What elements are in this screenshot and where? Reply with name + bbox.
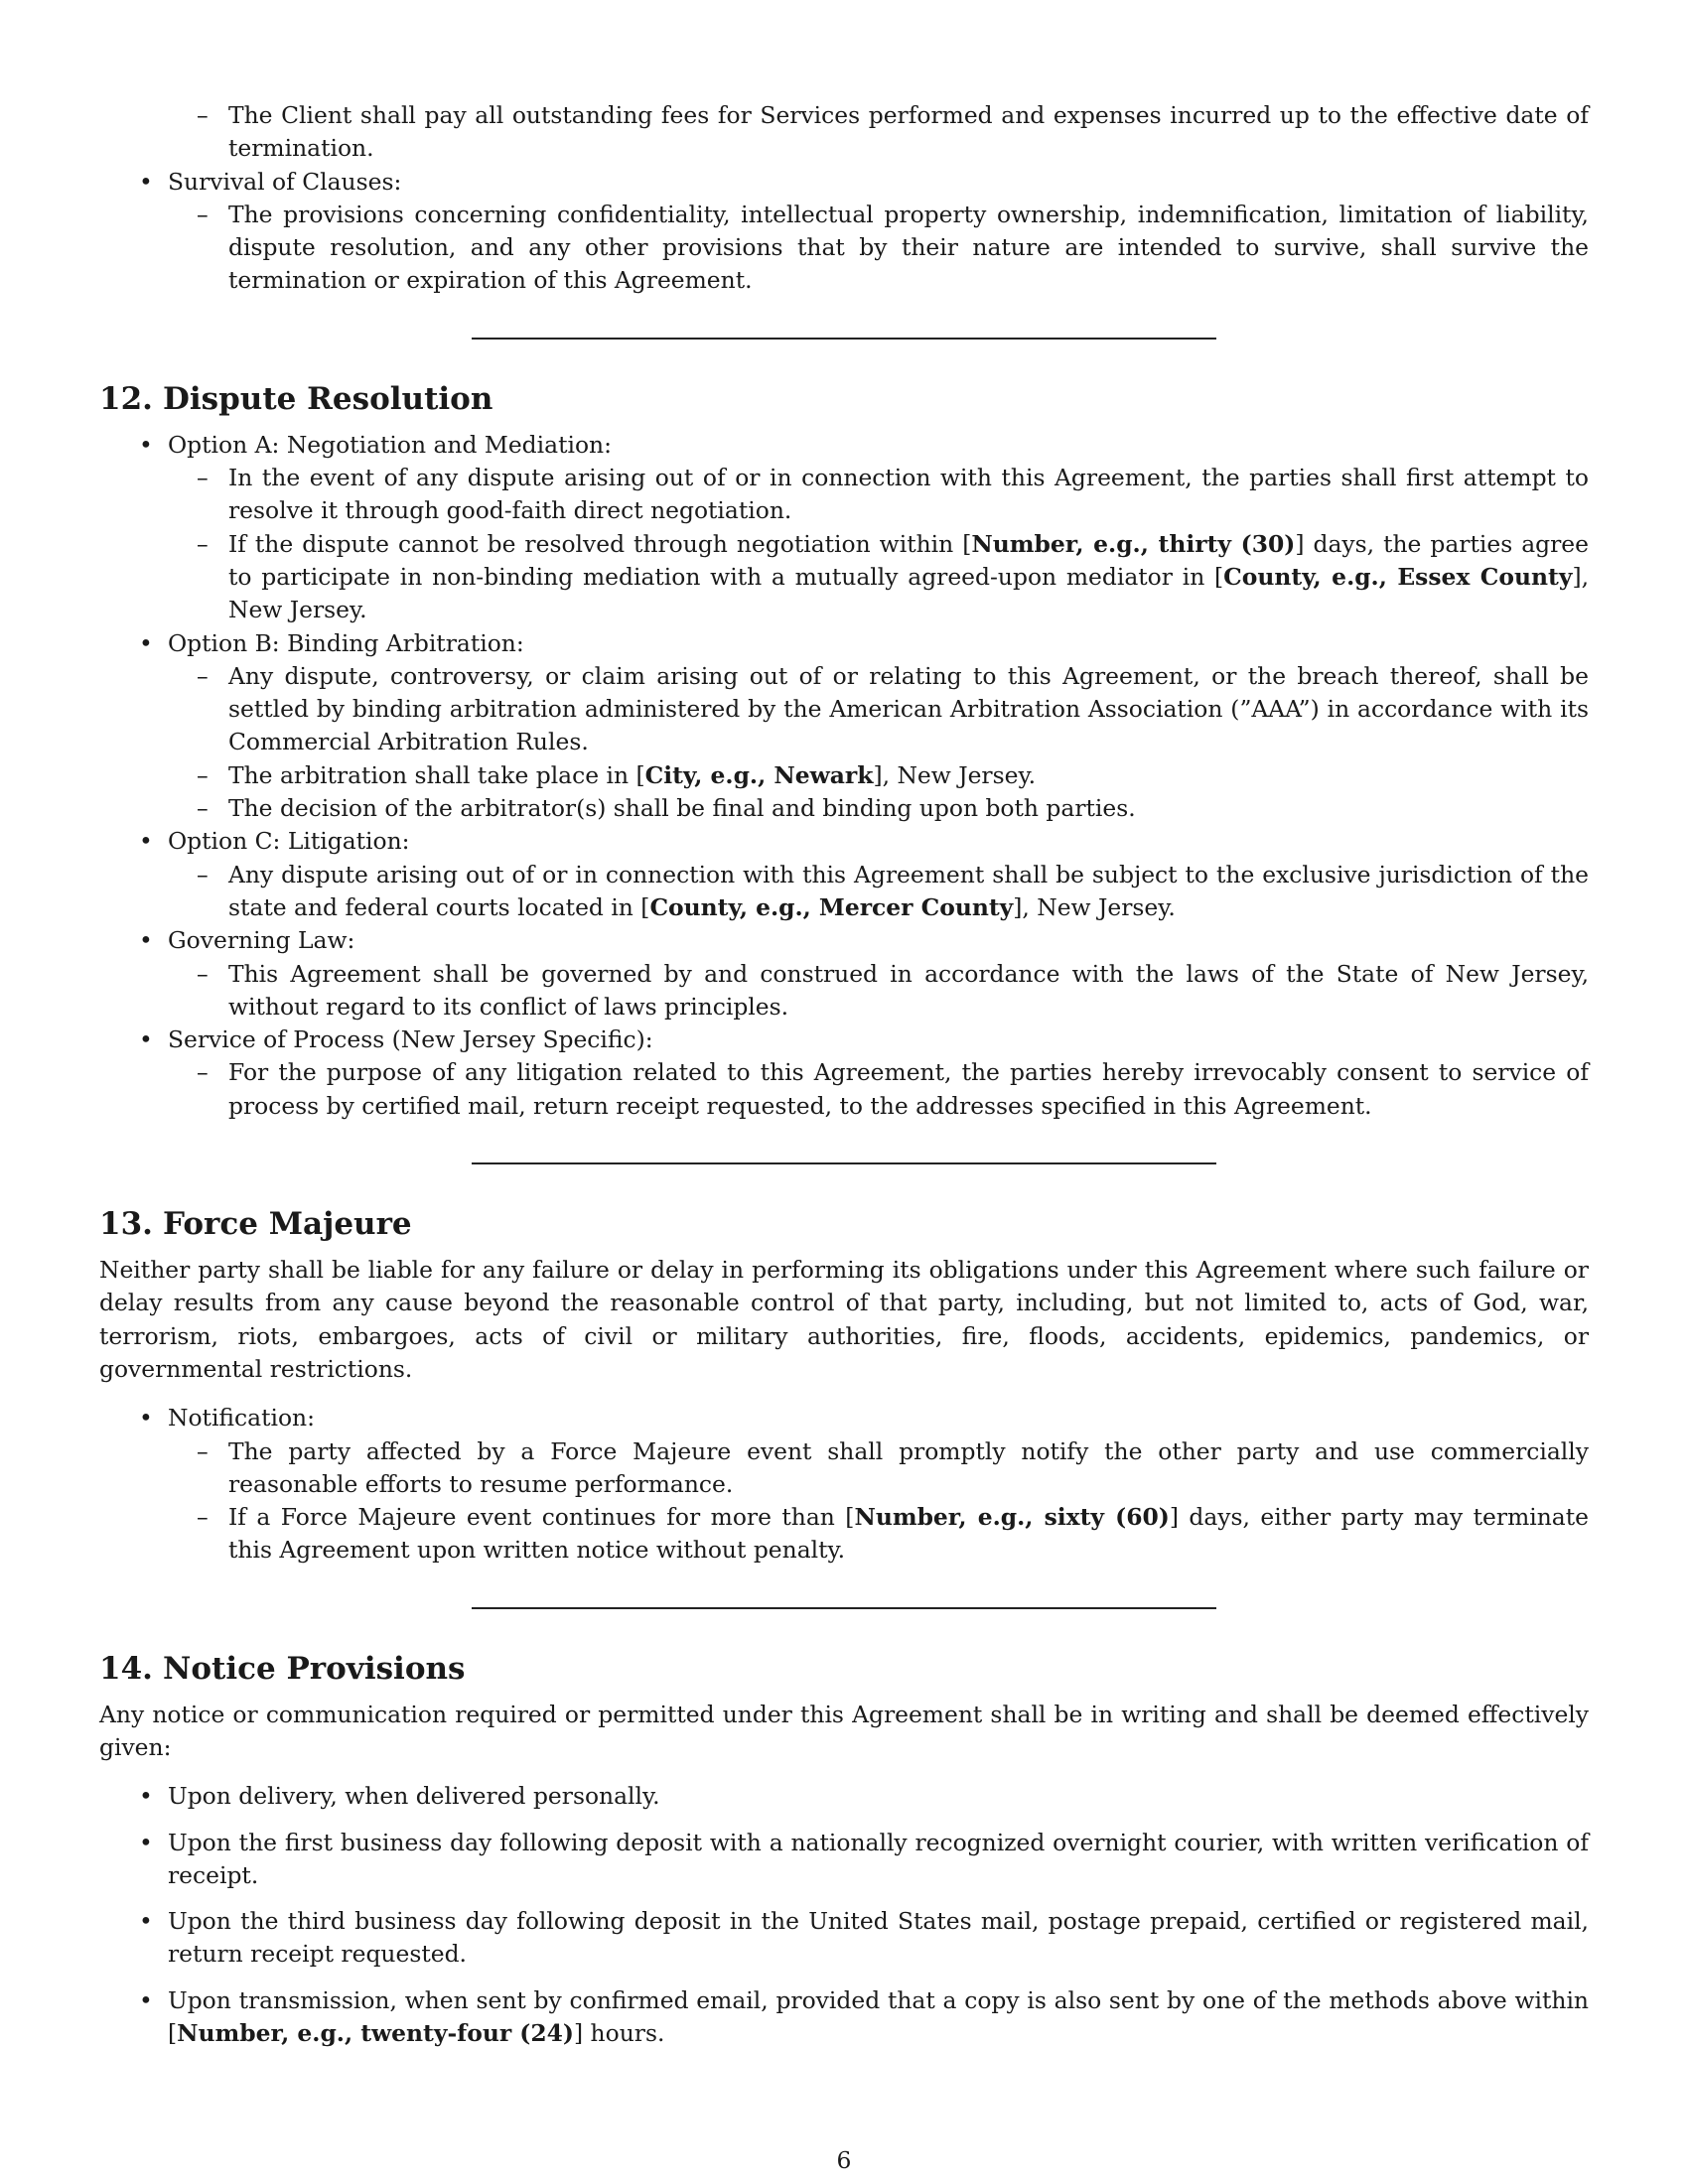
bullet-marker: • — [139, 167, 153, 196]
text-run: ], New Jersey. — [1013, 892, 1176, 921]
section-divider — [472, 1607, 1216, 1609]
subitem-text: The provisions concerning confidentiality, intellectual property ownership, indemnification, limitation of liability, dispute resolution, and any other provisions that by their nature are intended to survive, shall survive the termination or expiration of this Agreement. — [228, 200, 1589, 295]
page-number: 6 — [836, 2146, 852, 2174]
dash-marker: – — [197, 1503, 209, 1532]
section-number: 12. — [99, 380, 153, 417]
bullet-text: Service of Process (New Jersey Specific): — [168, 1025, 653, 1054]
text-run: ], New Jersey. — [228, 562, 1589, 624]
bullet-marker: • — [139, 1025, 153, 1054]
text-run: Upon transmission, when sent by confirmed email, provided that a copy is also sent by one of the methods above within [ — [168, 1985, 1589, 2048]
placeholder-field: City, e.g., Newark — [644, 760, 874, 789]
dash-marker: – — [197, 1436, 209, 1465]
bullet-marker: • — [139, 430, 153, 459]
bullet-marker: • — [139, 1985, 153, 2014]
section-heading — [99, 379, 1589, 419]
section-title: Force Majeure — [163, 1206, 412, 1243]
bullet-text: Upon the third business day following deposit in the United States mail, postage prepaid, certified or registered mail, return receipt requested. — [168, 1907, 1589, 1969]
bullet-text: Option B: Binding Arbitration: — [168, 628, 524, 657]
text-run: ] days, the parties agree to participate in non-binding mediation with a mutually agreed-upon mediator in [ — [228, 529, 1589, 591]
subitem-text: In the event of any dispute arising out of or in connection with this Agreement, the parties shall first attempt to resolve it through good-faith direct negotiation. — [228, 464, 1589, 525]
placeholder-field: County, e.g., Essex County — [1223, 562, 1573, 591]
subitem-text: Any dispute, controversy, or claim arising out of or relating to this Agreement, or the breach thereof, shall be settled by binding arbitration administered by the American Arbitration Association (”AAA”) in accordance with its Commercial Arbitration Rules. — [228, 661, 1589, 756]
bullet-text: Upon the first business day following deposit with a nationally recognized overnight courier, with written verification of receipt. — [168, 1828, 1589, 1889]
section-heading — [99, 1204, 1589, 1244]
section-title: Dispute Resolution — [163, 380, 493, 417]
bullet-text: Notification: — [168, 1404, 315, 1433]
text-run: If the dispute cannot be resolved through negotiation within [ — [228, 529, 972, 558]
placeholder-field: Number, e.g., thirty (30) — [971, 529, 1296, 558]
section-title: Notice Provisions — [163, 1650, 466, 1687]
bullet-marker: • — [139, 1907, 153, 1936]
list-item — [99, 429, 1589, 462]
section-number: 14. — [99, 1650, 153, 1687]
subitem-text: The decision of the arbitrator(s) shall be final and binding upon both parties. — [228, 794, 1136, 823]
bullet-text: Option C: Litigation: — [168, 827, 410, 856]
dash-marker: – — [197, 101, 209, 129]
bullet-text: Option A: Negotiation and Mediation: — [168, 430, 612, 459]
bullet-marker: • — [139, 628, 153, 657]
text-run: ], New Jersey. — [873, 760, 1037, 789]
bullet-marker: • — [139, 926, 153, 955]
list-subitem — [99, 759, 1589, 792]
dash-marker: – — [197, 529, 209, 558]
text-run: ] hours. — [574, 2019, 665, 2048]
list-item — [99, 1402, 1589, 1434]
text-run: ] days, either party may terminate this Agreement upon written notice without penalty. — [228, 1503, 1589, 1565]
body-paragraph: Neither party shall be liable for any failure or delay in performing its obligations under this Agreement where such failure or delay results from any cause beyond the reasonable control of that party, including, but not limited to, acts of God, war, terrorism, riots, embargoes, acts of civil or military authorities, fire, floods, accidents, epidemics, pandemics, or governmental restrictions. — [99, 1256, 1589, 1383]
dash-marker: – — [197, 760, 209, 789]
dash-marker: – — [197, 1058, 209, 1087]
bullet-text: Governing Law: — [168, 926, 355, 955]
list-item — [99, 924, 1589, 957]
list-item — [99, 825, 1589, 858]
bullet-text: Upon delivery, when delivered personally. — [168, 1782, 660, 1811]
list-item — [99, 1780, 1589, 1813]
dash-marker: – — [197, 860, 209, 888]
bullet-text: Survival of Clauses: — [168, 167, 402, 196]
section-number: 13. — [99, 1206, 153, 1243]
list-item — [99, 1984, 1589, 2051]
dash-marker: – — [197, 794, 209, 823]
list-subitem — [99, 528, 1589, 627]
bullet-marker: • — [139, 827, 153, 856]
text-run: Any dispute arising out of or in connection with this Agreement shall be subject to the exclusive jurisdiction of the state and federal courts located in [ — [228, 860, 1589, 921]
list-item — [99, 1905, 1589, 1972]
subitem-text: This Agreement shall be governed by and construed in accordance with the laws of the State of New Jersey, without regard to its conflict of laws principles. — [228, 959, 1589, 1021]
list-subitem — [99, 958, 1589, 1024]
subitem-text: The party affected by a Force Majeure event shall promptly notify the other party and use commercially reasonable efforts to resume performance. — [228, 1436, 1589, 1498]
placeholder-field: County, e.g., Mercer County — [649, 892, 1014, 921]
placeholder-field: Number, e.g., twenty-four (24) — [177, 2019, 574, 2048]
list-subitem — [99, 99, 1589, 166]
document-page — [99, 99, 1589, 2050]
text-run: If a Force Majeure event continues for more than [ — [228, 1503, 855, 1532]
bullet-marker: • — [139, 1782, 153, 1811]
subitem-text: For the purpose of any litigation related to this Agreement, the parties hereby irrevocably consent to service of process by certified mail, return receipt requested, to the addresses specified in this Agreement. — [228, 1058, 1589, 1120]
list-item — [99, 1024, 1589, 1056]
list-item — [99, 627, 1589, 660]
list-subitem — [99, 660, 1589, 759]
section-heading — [99, 1649, 1589, 1689]
list-subitem — [99, 1501, 1589, 1568]
dash-marker: – — [197, 661, 209, 690]
list-subitem — [99, 1435, 1589, 1502]
subitem-text: The Client shall pay all outstanding fees for Services performed and expenses incurred up to the effective date of termination. — [228, 101, 1589, 163]
section-divider — [472, 1162, 1216, 1164]
dash-marker: – — [197, 959, 209, 988]
body-paragraph: Any notice or communication required or permitted under this Agreement shall be in writing and shall be deemed effectively given: — [99, 1700, 1589, 1761]
list-item — [99, 166, 1589, 199]
placeholder-field: Number, e.g., sixty (60) — [854, 1503, 1170, 1532]
list-subitem — [99, 792, 1589, 825]
list-item — [99, 1827, 1589, 1893]
text-run: The arbitration shall take place in [ — [228, 760, 645, 789]
list-subitem — [99, 1056, 1589, 1123]
list-subitem — [99, 199, 1589, 298]
dash-marker: – — [197, 464, 209, 492]
bullet-marker: • — [139, 1828, 153, 1856]
list-subitem — [99, 462, 1589, 528]
list-subitem — [99, 859, 1589, 925]
dash-marker: – — [197, 200, 209, 228]
bullet-marker: • — [139, 1404, 153, 1433]
section-divider — [472, 338, 1216, 340]
